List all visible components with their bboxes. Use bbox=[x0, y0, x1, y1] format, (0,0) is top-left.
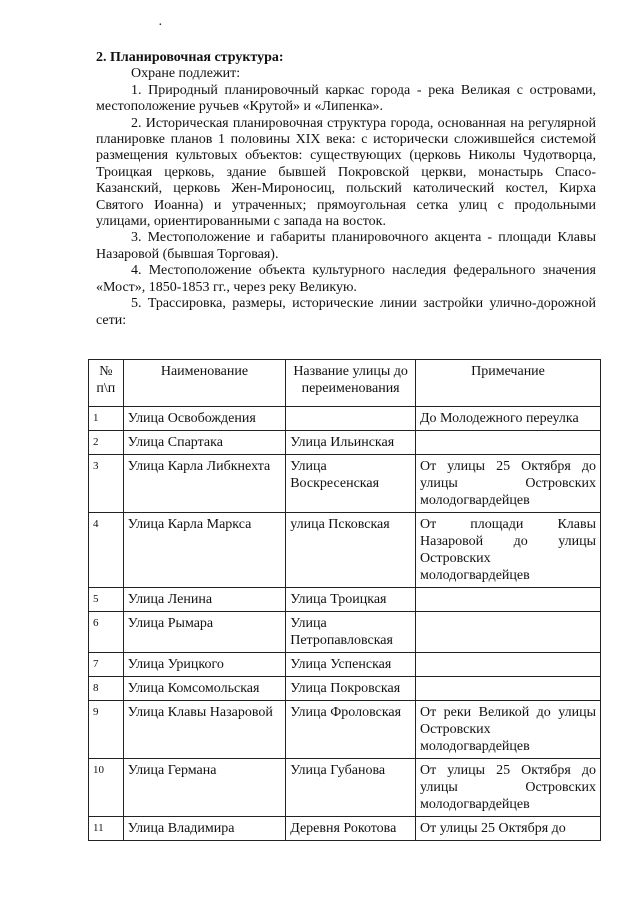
table-row bbox=[89, 701, 601, 759]
section-subheading: Охране подлежит: bbox=[131, 66, 241, 82]
row-number: 2 bbox=[89, 431, 124, 455]
row-old-name: Улица Ильинская bbox=[286, 431, 416, 455]
row-number: 11 bbox=[89, 817, 124, 841]
table-header-row bbox=[89, 360, 601, 407]
table-row bbox=[89, 759, 601, 817]
row-number: 8 bbox=[89, 677, 124, 701]
row-note bbox=[416, 612, 601, 653]
row-name: Улица Спартака bbox=[123, 431, 285, 455]
row-old-name bbox=[286, 407, 416, 431]
table-row bbox=[89, 455, 601, 513]
row-old-name: Улица Петропавловская bbox=[286, 612, 416, 653]
table-row bbox=[89, 513, 601, 588]
table-row bbox=[89, 588, 601, 612]
row-number: 6 bbox=[89, 612, 124, 653]
row-note: От улицы 25 Октября до улицы Островских молодогвардейцев bbox=[416, 455, 601, 513]
row-note bbox=[416, 431, 601, 455]
row-number: 3 bbox=[89, 455, 124, 513]
row-number: 1 bbox=[89, 407, 124, 431]
row-old-name: Улица Воскресенская bbox=[286, 455, 416, 513]
row-note: От площади Клавы Назаровой до улицы Островских молодогвардейцев bbox=[416, 513, 601, 588]
header-number: № п\п bbox=[89, 360, 124, 407]
row-name: Улица Урицкого bbox=[123, 653, 285, 677]
row-old-name: Улица Покровская bbox=[286, 677, 416, 701]
section-text bbox=[96, 50, 596, 329]
header-old-name: Название улицы до переименования bbox=[286, 360, 416, 407]
header-note: Примечание bbox=[416, 360, 601, 407]
row-note: До Молодежного переулка bbox=[416, 407, 601, 431]
section-heading: 2. Планировочная структура: bbox=[96, 50, 284, 65]
row-name: Улица Комсомольская bbox=[123, 677, 285, 701]
row-number: 9 bbox=[89, 701, 124, 759]
row-note bbox=[416, 677, 601, 701]
row-name: Улица Германа bbox=[123, 759, 285, 817]
row-old-name: Улица Успенская bbox=[286, 653, 416, 677]
row-note bbox=[416, 588, 601, 612]
row-name: Улица Карла Либкнехта bbox=[123, 455, 285, 513]
row-number: 4 bbox=[89, 513, 124, 588]
row-note: От улицы 25 Октября до bbox=[416, 817, 601, 841]
row-name: Улица Освобождения bbox=[123, 407, 285, 431]
row-name: Улица Ленина bbox=[123, 588, 285, 612]
streets-table bbox=[88, 359, 601, 841]
paragraph-item-4: 4. Местоположение объекта культурного наследия федерального значения «Мост», 1850-1853 гг., через реку Великую. bbox=[96, 263, 596, 295]
row-name: Улица Владимира bbox=[123, 817, 285, 841]
row-name: Улица Карла Маркса bbox=[123, 513, 285, 588]
row-old-name: Деревня Рокотова bbox=[286, 817, 416, 841]
paragraph-item-2: 2. Историческая планировочная структура города, основанная на регулярной планировке планов 1 половины XIX века: с исторически сложившейся системой размещения культовых объектов: существующих (церковь Николы Чудотворца, Троицкая церковь, здание бывшей Покровской церкви, монастырь Спасо-Казанский, церковь Жен-Мироносиц, польский католический костел, Кирха Святого Иоанна) и утраченных; прямоугольная сетка улиц с продольными улицами, ориентированными с запада на восток. bbox=[96, 115, 596, 230]
paragraph-item-3: 3. Местоположение и габариты планировочного акцента - площади Клавы Назаровой (бывшая Торговая). bbox=[96, 230, 596, 262]
table-row bbox=[89, 431, 601, 455]
header-name: Наименование bbox=[123, 360, 285, 407]
row-old-name: Улица Губанова bbox=[286, 759, 416, 817]
row-old-name: Улица Троицкая bbox=[286, 588, 416, 612]
row-number: 10 bbox=[89, 759, 124, 817]
row-number: 5 bbox=[89, 588, 124, 612]
table-row bbox=[89, 407, 601, 431]
row-name: Улица Клавы Назаровой bbox=[123, 701, 285, 759]
row-old-name: Улица Фроловская bbox=[286, 701, 416, 759]
paragraph-item-1: 1. Природный планировочный каркас города - река Великая с островами, местоположение ручьев «Крутой» и «Липенка». bbox=[96, 82, 596, 115]
row-note: От улицы 25 Октября до улицы Островских молодогвардейцев bbox=[416, 759, 601, 817]
row-old-name: улица Псковская bbox=[286, 513, 416, 588]
table-row bbox=[89, 653, 601, 677]
row-number: 7 bbox=[89, 653, 124, 677]
table-row bbox=[89, 677, 601, 701]
row-note: От реки Великой до улицы Островских молодогвардейцев bbox=[416, 701, 601, 759]
table-row bbox=[89, 817, 601, 841]
row-note bbox=[416, 653, 601, 677]
page-mark: · bbox=[158, 18, 163, 33]
table-row bbox=[89, 612, 601, 653]
paragraph-item-5: 5. Трассировка, размеры, исторические линии застройки улично-дорожной сети: bbox=[96, 296, 596, 328]
row-name: Улица Рымара bbox=[123, 612, 285, 653]
